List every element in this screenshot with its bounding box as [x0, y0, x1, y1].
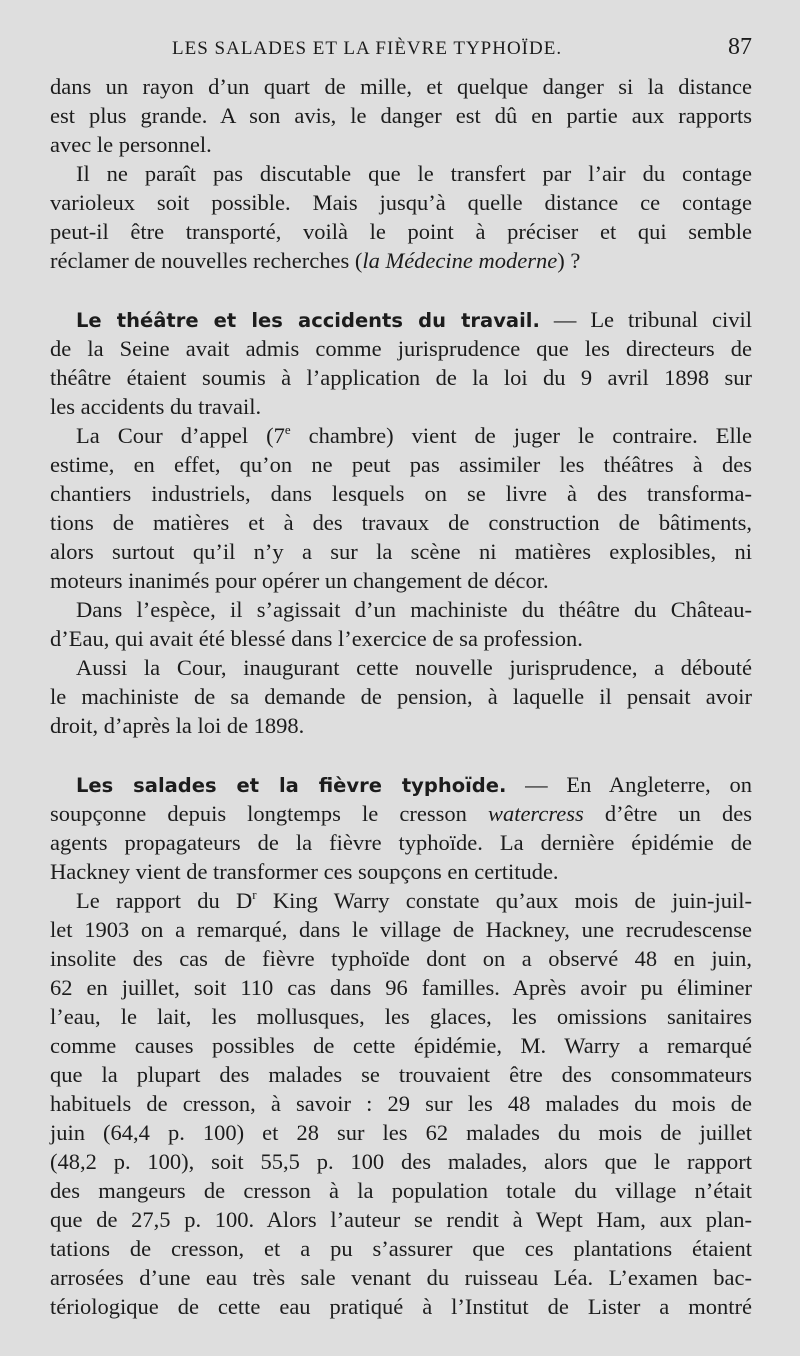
- superscript: r: [252, 887, 257, 902]
- text-line: varioleux soit possible. Mais jusqu’à quelle distance ce contage: [50, 190, 752, 215]
- text-fragment: réclamer de nouvelles recherches (: [50, 248, 363, 273]
- section-heading: Le théâtre et les accidents du travail.: [76, 309, 540, 332]
- section-gap: [50, 275, 752, 305]
- text-line: Il ne paraît pas discutable que le transfert par l’air du contage: [76, 161, 752, 186]
- text-fragment: d’être un des: [583, 801, 753, 826]
- text-line: chantiers industriels, dans lesquels on se livre à des transforma-: [50, 481, 752, 506]
- page-header: [0, 34, 800, 64]
- text-fragment: chambre) vient de juger le contraire. Elle: [290, 423, 752, 448]
- text-line: avec le personnel.: [50, 132, 212, 157]
- text-line: comme causes possibles de cette épidémie, M. Warry a remarqué: [50, 1033, 752, 1058]
- text-fragment: Le rapport du D: [76, 888, 253, 913]
- text-line: insolite des cas de fièvre typhoïde dont on a observé 48 en juin,: [50, 946, 752, 971]
- text-fragment: ) ?: [557, 248, 581, 273]
- text-line: moteurs inanimés pour opérer un changement de décor.: [50, 568, 549, 593]
- text-fragment: King Warry constate qu’aux mois de juin-juil-: [256, 888, 753, 913]
- section-heading-line: [50, 770, 752, 799]
- text-line: [50, 886, 752, 915]
- text-line: [50, 246, 752, 275]
- text-line: des mangeurs de cresson à la population totale du village n’était: [50, 1178, 752, 1203]
- text-line: dans un rayon d’un quart de mille, et quelque danger si la distance: [50, 74, 752, 99]
- text-line: l’eau, le lait, les mollusques, les glaces, les omissions sanitaires: [50, 1004, 752, 1029]
- text-fragment: — En Angleterre, on: [506, 772, 752, 797]
- text-fragment: — Le tribunal civil: [539, 307, 752, 332]
- text-line: d’Eau, qui avait été blessé dans l’exercice de sa profession.: [50, 626, 583, 651]
- superscript: e: [284, 422, 291, 437]
- english-term: watercress: [487, 801, 584, 826]
- text-line: [50, 799, 752, 828]
- text-line: let 1903 on a remarqué, dans le village de Hackney, une recrudescense: [50, 917, 752, 942]
- text-fragment: La Cour d’appel (7: [76, 423, 285, 448]
- text-line: tions de matières et à des travaux de construction de bâtiments,: [50, 510, 752, 535]
- text-line: tériologique de cette eau pratiqué à l’Institut de Lister a montré: [50, 1294, 752, 1319]
- text-line: est plus grande. A son avis, le danger est dû en partie aux rapports: [50, 103, 752, 128]
- text-line: de la Seine avait admis comme jurisprudence que les directeurs de: [50, 336, 752, 361]
- text-line: Aussi la Cour, inaugurant cette nouvelle jurisprudence, a débouté: [76, 655, 752, 680]
- text-line: estime, en effet, qu’on ne peut pas assimiler les théâtres à des: [50, 452, 752, 477]
- section-heading: Les salades et la fièvre typhoïde.: [76, 774, 507, 797]
- section-heading-line: [50, 305, 752, 334]
- text-line: habituels de cresson, à savoir : 29 sur les 48 malades du mois de: [50, 1091, 752, 1116]
- text-line: alors surtout qu’il n’y a sur la scène ni matières explosibles, ni: [50, 539, 752, 564]
- running-title: LES SALADES ET LA FIÈVRE TYPHOÏDE.: [172, 38, 563, 59]
- text-line: Hackney vient de transformer ces soupçons en certitude.: [50, 859, 559, 884]
- text-line: [50, 421, 752, 450]
- text-line: agents propagateurs de la fièvre typhoïde. La dernière épidémie de: [50, 830, 752, 855]
- text-line: juin (64,4 p. 100) et 28 sur les 62 malades du mois de juillet: [50, 1120, 752, 1145]
- text-line: arrosées d’une eau très sale venant du ruisseau Léa. L’examen bac-: [50, 1265, 752, 1290]
- text-line: les accidents du travail.: [50, 394, 262, 419]
- text-fragment: soupçonne depuis longtemps le cresson: [50, 801, 488, 826]
- journal-title: la Médecine moderne: [362, 248, 558, 273]
- text-line: 62 en juillet, soit 110 cas dans 96 familles. Après avoir pu éliminer: [50, 975, 752, 1000]
- text-line: droit, d’après la loi de 1898.: [50, 713, 305, 738]
- text-line: théâtre étaient soumis à l’application de la loi du 9 avril 1898 sur: [50, 365, 752, 390]
- text-line: peut-il être transporté, voilà le point à préciser et qui semble: [50, 219, 752, 244]
- text-line: que la plupart des malades se trouvaient être des consommateurs: [50, 1062, 752, 1087]
- page-body: [50, 72, 752, 1321]
- text-line: (48,2 p. 100), soit 55,5 p. 100 des malades, alors que le rapport: [50, 1149, 752, 1174]
- page-number: 87: [728, 34, 752, 60]
- text-line: le machiniste de sa demande de pension, à laquelle il pensait avoir: [50, 684, 752, 709]
- text-line: Dans l’espèce, il s’agissait d’un machiniste du théâtre du Château-: [76, 597, 752, 622]
- text-line: que de 27,5 p. 100. Alors l’auteur se rendit à Wept Ham, aux plan-: [50, 1207, 752, 1232]
- text-line: tations de cresson, et a pu s’assurer que ces plantations étaient: [50, 1236, 752, 1261]
- section-gap: [50, 740, 752, 770]
